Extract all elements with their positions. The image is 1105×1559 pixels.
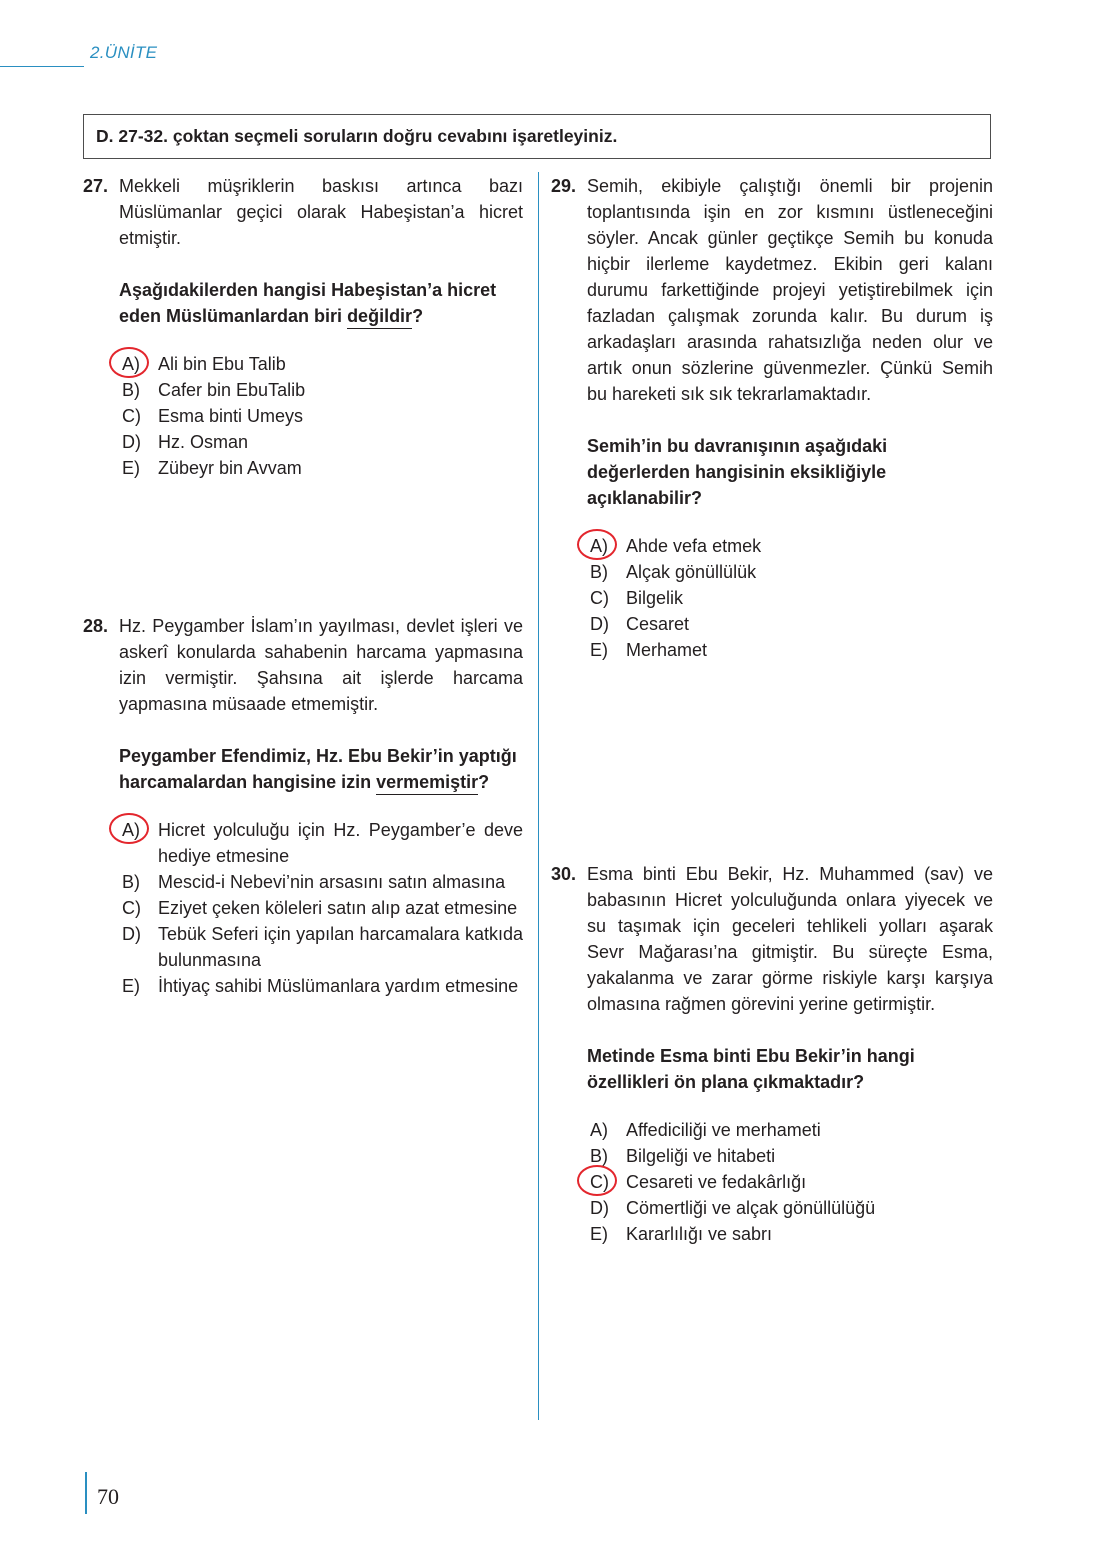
question-28 xyxy=(83,613,523,999)
option-text: Bilgeliği ve hitabeti xyxy=(626,1146,776,1166)
option-a[interactable] xyxy=(587,533,993,559)
option-text: Hicret yolculuğu için Hz. Peygamber’e deve hediye etmesine xyxy=(158,820,523,866)
option-letter: E) xyxy=(590,640,608,660)
option-e[interactable] xyxy=(587,637,993,663)
question-text: Semih, ekibiyle çalıştığı önemli bir projenin toplantısında işin en zor kısmını üstleneceğini söyler. Ancak günler geçtikçe Semih bu konuda hiçbir ilerleme kaydetmez. Ekibin geri kalanı durumu farkettiğinde projeyi yetiştirebilmek için fazladan çalışmak zorunda kalır. Bu durum iş arkadaşları arasında rahatsızlığa neden olur ve artık onun sözlerine güvenmezler. Çünkü Semih bu hareketi sık sık tekrarlamaktadır. xyxy=(587,176,993,404)
option-text: Cömertliği ve alçak gönüllülüğü xyxy=(626,1198,876,1218)
question-text: Esma binti Ebu Bekir, Hz. Muhammed (sav) ve babasının Hicret yolculuğunda onlara yiyecek ve su taşımak için geceleri tehlikeli yolları aşarak Sevr Mağarası’na gitmiştir. Bu süreçte Esma, yakalanma ve zarar görme riskiyle karşı karşıya olmasına rağmen görevini yerine getirmiştir. xyxy=(587,864,993,1014)
option-text: Eziyet çeken köleleri satın alıp azat etmesine xyxy=(158,898,518,918)
question-29 xyxy=(551,173,993,663)
option-d[interactable] xyxy=(587,611,993,637)
answer-options xyxy=(119,351,523,481)
prompt-text: Aşağıdakilerden hangisi Habeşistan’a hicret eden Müslümanlardan biri xyxy=(119,280,497,326)
header-rule xyxy=(0,66,84,67)
option-letter: D) xyxy=(590,1198,609,1218)
option-e[interactable] xyxy=(587,1221,993,1247)
option-text: Cafer bin EbuTalib xyxy=(158,380,306,400)
option-d[interactable] xyxy=(587,1195,993,1221)
option-text: Alçak gönüllülük xyxy=(626,562,757,582)
page-number: 70 xyxy=(97,1484,119,1509)
prompt-negation: değildir xyxy=(347,304,412,329)
option-text: Kararlılığı ve sabrı xyxy=(626,1224,773,1244)
option-letter: C) xyxy=(122,406,141,426)
option-letter: C) xyxy=(122,898,141,918)
option-text: Mescid-i Nebevi’nin arsasını satın almasına xyxy=(158,872,506,892)
column-divider xyxy=(538,172,539,1420)
prompt-end: ? xyxy=(478,772,490,792)
option-b[interactable] xyxy=(587,1143,993,1169)
option-text: Tebük Seferi için yapılan harcamalara katkıda bulunmasına xyxy=(158,924,523,970)
option-text: Bilgelik xyxy=(626,588,684,608)
question-prompt xyxy=(587,1043,993,1095)
question-prompt xyxy=(119,743,523,795)
option-text: Affediciliği ve merhameti xyxy=(626,1120,821,1140)
question-number: 28. xyxy=(83,616,109,636)
option-letter: B) xyxy=(590,562,608,582)
option-d[interactable] xyxy=(119,921,523,973)
option-c[interactable] xyxy=(119,895,523,921)
question-30 xyxy=(551,861,993,1247)
option-letter: A) xyxy=(122,354,140,374)
option-letter: E) xyxy=(590,1224,608,1244)
option-text: Cesaret xyxy=(626,614,690,634)
option-e[interactable] xyxy=(119,455,523,481)
unit-label: 2.ÜNİTE xyxy=(90,43,158,62)
option-a[interactable] xyxy=(119,351,523,377)
option-c[interactable] xyxy=(587,585,993,611)
option-letter: E) xyxy=(122,458,140,478)
answer-options xyxy=(119,817,523,999)
prompt-negation: vermemiştir xyxy=(376,770,478,795)
option-letter: C) xyxy=(590,588,609,608)
prompt-text: Semih’in bu davranışının aşağıdaki değerlerden hangisinin eksikliğiyle açıklanabilir? xyxy=(587,436,888,508)
page-number-rule xyxy=(85,1472,87,1514)
option-d[interactable] xyxy=(119,429,523,455)
prompt-end: ? xyxy=(412,306,424,326)
option-text: Cesareti ve fedakârlığı xyxy=(626,1172,807,1192)
question-text: Mekkeli müşriklerin baskısı artınca bazı Müslümanlar geçici olarak Habeşistan’a hicret etmiştir. xyxy=(119,176,523,248)
question-prompt xyxy=(119,277,523,329)
option-text: Zübeyr bin Avvam xyxy=(158,458,302,478)
question-number: 29. xyxy=(551,176,577,196)
option-letter: A) xyxy=(122,820,140,840)
prompt-text: Peygamber Efendimiz, Hz. Ebu Bekir’in yaptığı harcamalardan hangisine izin xyxy=(119,746,517,792)
option-letter: B) xyxy=(590,1146,608,1166)
option-b[interactable] xyxy=(587,559,993,585)
option-text: Hz. Osman xyxy=(158,432,249,452)
option-text: Esma binti Umeys xyxy=(158,406,304,426)
question-27 xyxy=(83,173,523,481)
option-a[interactable] xyxy=(587,1117,993,1143)
option-letter: A) xyxy=(590,536,608,556)
option-letter: D) xyxy=(590,614,609,634)
option-e[interactable] xyxy=(119,973,523,999)
option-text: Ahde vefa etmek xyxy=(626,536,762,556)
question-number: 27. xyxy=(83,176,109,196)
option-b[interactable] xyxy=(119,869,523,895)
option-c[interactable] xyxy=(587,1169,993,1195)
question-text: Hz. Peygamber İslam’ın yayılması, devlet işleri ve askerî konularda sahabenin harcama yapmasına izin vermiştir. Şahsına ait işlerde harcama yapmasına müsaade etmemiştir. xyxy=(119,616,523,714)
option-letter: B) xyxy=(122,380,140,400)
question-number: 30. xyxy=(551,864,577,884)
option-letter: E) xyxy=(122,976,140,996)
option-text: Ali bin Ebu Talib xyxy=(158,354,286,374)
option-letter: B) xyxy=(122,872,140,892)
option-letter: A) xyxy=(590,1120,608,1140)
option-letter: D) xyxy=(122,432,141,452)
answer-options xyxy=(587,533,993,663)
option-letter: D) xyxy=(122,924,141,944)
prompt-text: Metinde Esma binti Ebu Bekir’in hangi özellikleri ön plana çıkmaktadır? xyxy=(587,1046,915,1092)
option-text: İhtiyaç sahibi Müslümanlara yardım etmesine xyxy=(158,976,519,996)
instructions-box: D. 27-32. çoktan seçmeli soruların doğru cevabını işaretleyiniz. xyxy=(83,114,991,159)
answer-options xyxy=(587,1117,993,1247)
option-text: Merhamet xyxy=(626,640,708,660)
option-letter: C) xyxy=(590,1172,609,1192)
question-prompt xyxy=(587,433,993,511)
option-b[interactable] xyxy=(119,377,523,403)
option-a[interactable] xyxy=(119,817,523,869)
option-c[interactable] xyxy=(119,403,523,429)
